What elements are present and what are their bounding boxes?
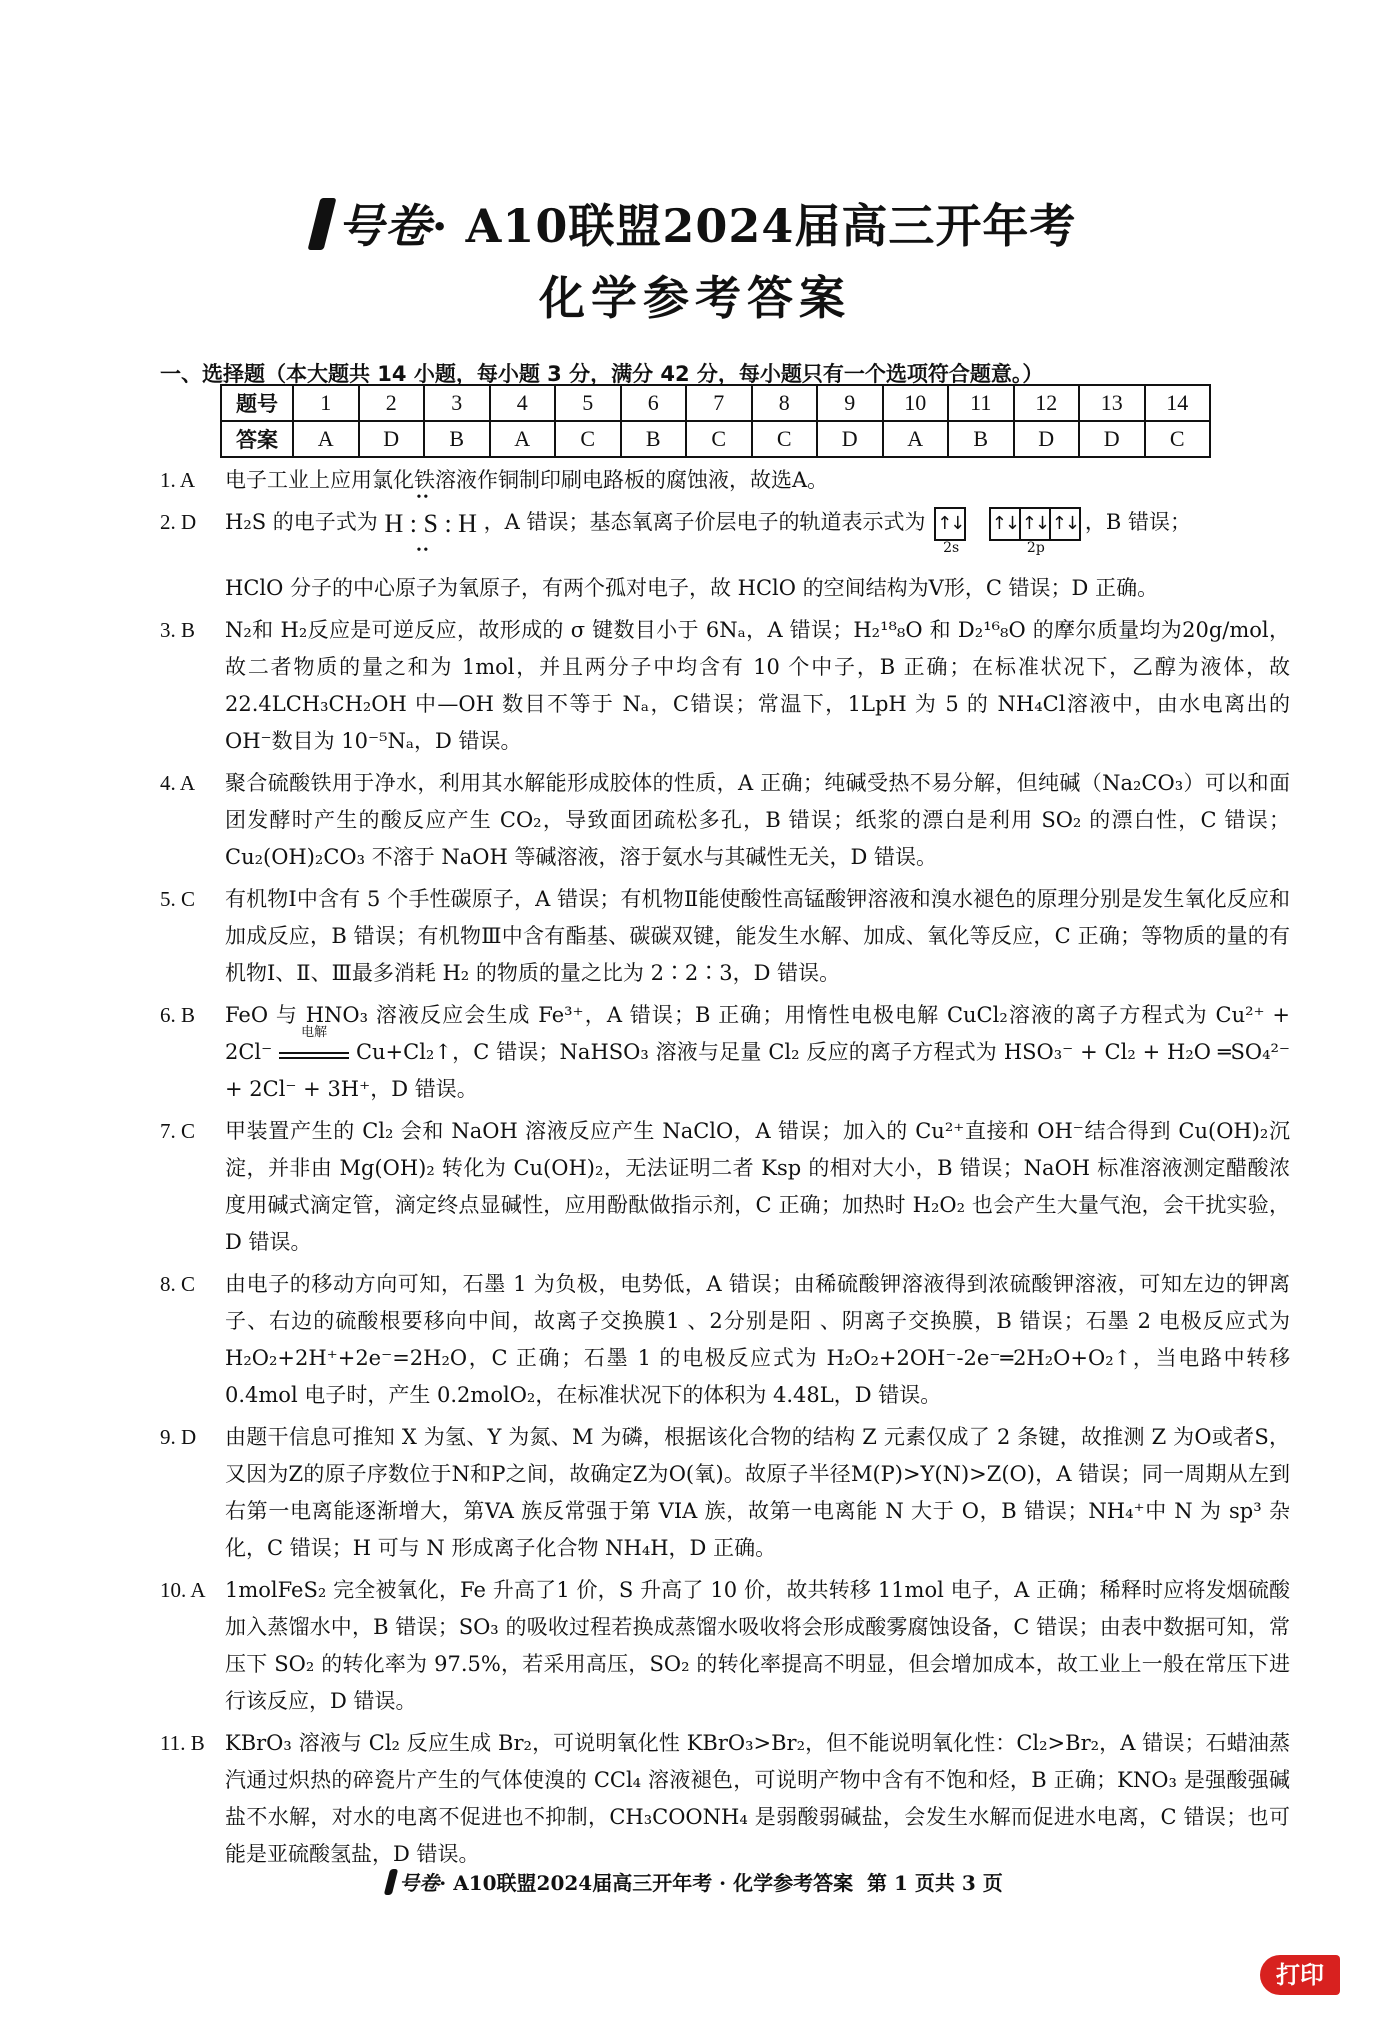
- explanation-list: [160, 462, 1290, 1878]
- page-footer: [0, 1867, 1390, 1896]
- explanation-item-11: [160, 1725, 1290, 1873]
- answer-cell: B: [948, 421, 1014, 457]
- answer-table: [220, 384, 1211, 458]
- item-text: 电子工业上应用氯化铁溶液作铜制印刷电路板的腐蚀液，故选A。: [225, 468, 829, 492]
- answer-cell: D: [817, 421, 883, 457]
- explanation-item-4: [160, 765, 1290, 876]
- explanation-item-6: [160, 997, 1290, 1108]
- item-text: 1molFeS₂ 完全被氧化，Fe 升高了1 价，S 升高了 10 价，故共转移 11mol 电子，A 正确；稀释时应将发烟硫酸加入蒸馏水中，B 错误；SO₃ 的吸收过程若换成蒸馏水吸收将会形成酸雾腐蚀设备，C 错误；由表中数据可知，常压下 SO₂ 的转化率为 97.5%，若采用高压，SO₂ 的转化率提高不明显，但会增加成本，故工业上一般在常压下进行该反应，D 错误。: [225, 1578, 1290, 1713]
- answer-cell: B: [424, 421, 490, 457]
- orbital-2s-diagram: [936, 507, 966, 556]
- page-number: 第 1 页共 3 页: [867, 1871, 1003, 1895]
- item-number: 5. C: [160, 887, 196, 911]
- brand-logo-icon: [384, 1869, 398, 1895]
- question-number-cell: 7: [686, 385, 752, 421]
- explanation-item-2: [160, 490, 1290, 607]
- lewis-structure-h2s: [384, 490, 477, 558]
- question-number-cell: 8: [752, 385, 818, 421]
- answer-cell: D: [359, 421, 425, 457]
- print-button[interactable]: 打印: [1260, 1955, 1340, 1995]
- orbital-box-2p: ↑↓: [1049, 507, 1081, 541]
- item-number: 3. B: [160, 618, 196, 642]
- item-text: 聚合硫酸铁用于净水，利用其水解能形成胶体的性质，A 正确；纯碱受热不易分解，但纯碱（Na₂CO₃）可以和面团发酵时产生的酸反应产生 CO₂，导致面团疏松多孔，B 错误；纸浆的漂白是利用 SO₂ 的漂白性，C 错误；Cu₂(OH)₂CO₃ 不溶于 NaOH 等碱溶液，溶于氨水与其碱性无关，D 错误。: [225, 771, 1290, 869]
- item-text: 由题干信息可推知 X 为氢、Y 为氮、M 为磷，根据该化合物的结构 Z 元素仅成了 2 条键，故推测 Z 为O或者S，又因为Z的原子序数位于N和P之间，故确定Z为O(氧)。故原子半径M(P)>Y(N)>Z(O)，A 错误；同一周期从左到右第一电离能逐渐增大，第VA 族反常强于第 VIA 族，故第一电离能 N 大于 O，B 错误；NH₄⁺中 N 为 sp³ 杂化，C 错误；H 可与 N 形成离子化合物 NH₄H，D 正确。: [225, 1425, 1290, 1560]
- brand-name: 号卷: [337, 199, 432, 253]
- question-number-cell: 12: [1014, 385, 1080, 421]
- item-text: 有机物Ⅰ中含有 5 个手性碳原子，A 错误；有机物Ⅱ能使酸性高锰酸钾溶液和溴水褪色的原理分别是发生氧化反应和加成反应，B 错误；有机物Ⅲ中含有酯基、碳碳双键，能发生水解、加成、氧化等反应，C 正确；等物质的量的有机物Ⅰ、Ⅱ、Ⅲ最多消耗 H₂ 的物质的量之比为 2∶2∶3，D 错误。: [225, 887, 1290, 985]
- item-number: 9. D: [160, 1425, 197, 1449]
- item-number: 2. D: [160, 510, 197, 534]
- explanation-item-9: [160, 1419, 1290, 1567]
- item-text-b: Cu+Cl₂↑，C 错误；NaHSO₃ 溶液与足量 Cl₂ 反应的离子方程式为 HSO₃⁻ + Cl₂ + H₂O ═SO₄²⁻ + 2Cl⁻ + 3H⁺，D 错误。: [225, 1040, 1290, 1101]
- item-text-a: H₂S 的电子式为: [225, 510, 378, 534]
- explanation-item-10: [160, 1572, 1290, 1720]
- item-text-c: ，B 错误；: [1084, 510, 1191, 534]
- item-number: 7. C: [160, 1119, 196, 1143]
- explanation-item-1: [160, 462, 1290, 499]
- lewis-formula: H : S : H: [384, 509, 477, 538]
- item-text-d: HClO 分子的中心原子为氧原子，有两个孤对电子，故 HClO 的空间结构为V形，C 错误；D 正确。: [225, 576, 1159, 600]
- question-number-cell: 5: [555, 385, 621, 421]
- orbital-box-2p: ↑↓: [1019, 507, 1051, 541]
- answer-cell: C: [1145, 421, 1211, 457]
- answer-cell: D: [1079, 421, 1145, 457]
- document-title: [0, 190, 1390, 256]
- item-text-b: ，A 错误；基态氧离子价层电子的轨道表示式为: [483, 510, 926, 534]
- item-text: 甲装置产生的 Cl₂ 会和 NaOH 溶液反应产生 NaClO，A 错误；加入的 Cu²⁺直接和 OH⁻结合得到 Cu(OH)₂沉淀，并非由 Mg(OH)₂ 转化为 Cu(OH)₂，无法证明二者 Ksp 的相对大小，B 错误；NaOH 标准溶液测定醋酸浓度用碱式滴定管，滴定终点显碱性，应用酚酞做指示剂，C 正确；加热时 H₂O₂ 也会产生大量气泡，会干扰实验，D 错误。: [225, 1119, 1290, 1254]
- orbital-label-2p: 2p: [1026, 539, 1045, 556]
- reaction-condition: 电解: [301, 1025, 328, 1040]
- answer-row: [221, 421, 1210, 457]
- item-number: 10. A: [160, 1578, 206, 1602]
- title-line-1: · A10联盟2024届高三开年考: [431, 199, 1077, 253]
- lone-pair-dots: ••: [416, 490, 431, 505]
- orbital-box-2s: ↑↓: [934, 507, 966, 541]
- electrolysis-equals-sign: [279, 1025, 349, 1059]
- document-subtitle: 化学参考答案: [539, 271, 851, 325]
- question-number-cell: 3: [424, 385, 490, 421]
- explanation-item-3: [160, 612, 1290, 760]
- orbital-2p-diagram: [991, 507, 1081, 556]
- item-number: 6. B: [160, 1003, 196, 1027]
- lone-pair-dots: ••: [416, 543, 431, 558]
- orbital-label-2s: 2s: [943, 539, 960, 556]
- item-number: 11. B: [160, 1731, 205, 1755]
- answer-cell: C: [752, 421, 818, 457]
- section-heading: 一、选择题（本大题共 14 小题，每小题 3 分，满分 42 分，每小题只有一个选项符合题意。）: [160, 362, 1044, 386]
- answer-cell: A: [490, 421, 556, 457]
- footer-brand: 号卷: [399, 1871, 440, 1895]
- question-number-cell: 4: [490, 385, 556, 421]
- explanation-item-8: [160, 1266, 1290, 1414]
- answer-cell: B: [621, 421, 687, 457]
- explanation-item-5: [160, 881, 1290, 992]
- answer-cell: A: [293, 421, 359, 457]
- answer-cell: A: [883, 421, 949, 457]
- footer-title: · A10联盟2024届高三开年考 · 化学参考答案: [439, 1871, 854, 1895]
- item-text: N₂和 H₂反应是可逆反应，故形成的 σ 键数目小于 6Nₐ，A 错误；H₂¹⁸₈O 和 D₂¹⁶₈O 的摩尔质量均为20g/mol，故二者物质的量之和为 1mol，并且两分子中均含有 10 个中子，B 正确；在标准状况下，乙醇为液体，故22.4LCH₃CH₂OH 中—OH 数目不等于 Nₐ，C错误；常温下，1LpH 为 5 的 NH₄Cl溶液中，由水电离出的 OH⁻数目为 10⁻⁵Nₐ，D 错误。: [225, 618, 1290, 753]
- question-number-cell: 14: [1145, 385, 1211, 421]
- question-number-cell: 13: [1079, 385, 1145, 421]
- item-number: 1. A: [160, 468, 196, 492]
- question-number-cell: 1: [293, 385, 359, 421]
- question-number-cell: 11: [948, 385, 1014, 421]
- question-number-cell: 9: [817, 385, 883, 421]
- row-label-question: 题号: [221, 385, 293, 421]
- item-number: 8. C: [160, 1272, 196, 1296]
- explanation-item-7: [160, 1113, 1290, 1261]
- answer-cell: D: [1014, 421, 1080, 457]
- row-label-answer: 答案: [221, 421, 293, 457]
- question-number-cell: 10: [883, 385, 949, 421]
- answer-cell: C: [686, 421, 752, 457]
- item-text-a: FeO 与 HNO₃ 溶液反应会生成 Fe³⁺，A 错误；B 正确；用惰性电极电解 CuCl₂溶液的离子方程式为 Cu²⁺ + 2Cl⁻: [225, 1003, 1290, 1064]
- orbital-box-2p: ↑↓: [989, 507, 1021, 541]
- item-number: 4. A: [160, 771, 196, 795]
- answer-cell: C: [555, 421, 621, 457]
- question-number-cell: 2: [359, 385, 425, 421]
- question-number-row: [221, 385, 1210, 421]
- question-number-cell: 6: [621, 385, 687, 421]
- item-text: 由电子的移动方向可知，石墨 1 为负极，电势低，A 错误；由稀硫酸钾溶液得到浓硫酸钾溶液，可知左边的钾离子、右边的硫酸根要移向中间，故离子交换膜1 、2分别是阳 、阴离子交换膜，B 错误；石墨 2 电极反应式为H₂O₂+2H⁺+2e⁻=2H₂O，C 正确；石墨 1 的电极反应式为 H₂O₂+2OH⁻-2e⁻═2H₂O+O₂↑，当电路中转移 0.4mol 电子时，产生 0.2molO₂，在标准状况下的体积为 4.48L，D 错误。: [225, 1272, 1290, 1407]
- item-text: KBrO₃ 溶液与 Cl₂ 反应生成 Br₂，可说明氧化性 KBrO₃>Br₂，但不能说明氧化性：Cl₂>Br₂，A 错误；石蜡油蒸汽通过炽热的碎瓷片产生的气体使溴的 CCl₄ 溶液褪色，可说明产物中含有不饱和烃，B 正确；KNO₃ 是强酸强碱盐不水解，对水的电离不促进也不抑制，CH₃COONH₄ 是弱酸弱碱盐，会发生水解而促进水电离，C 错误；也可能是亚硫酸氢盐，D 错误。: [225, 1731, 1290, 1866]
- brand-logo-icon: [307, 198, 336, 250]
